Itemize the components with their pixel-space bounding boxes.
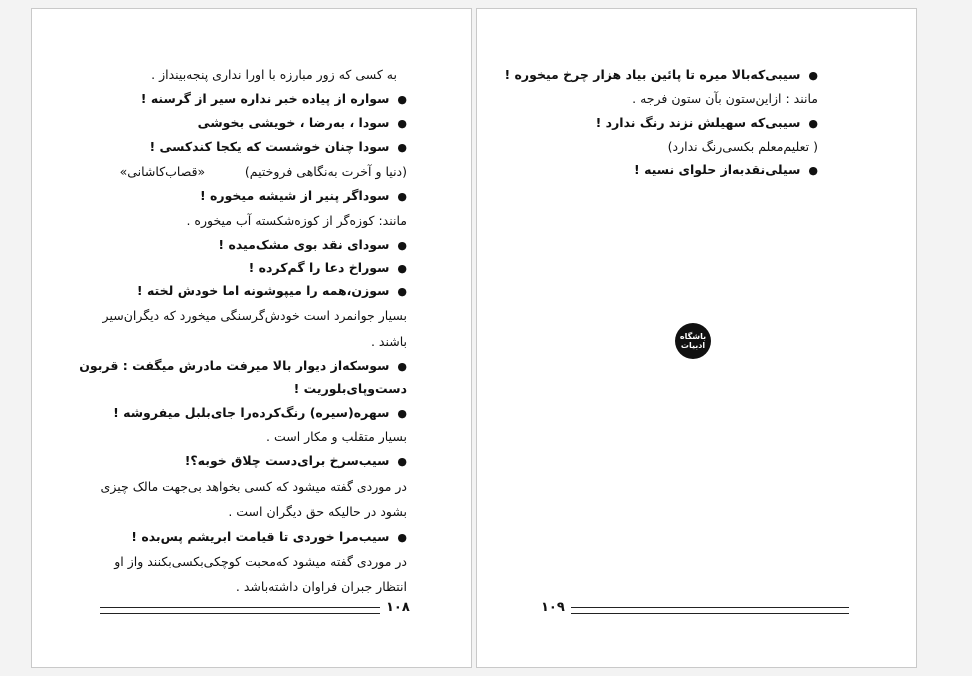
seal-text: باشگاه: [679, 332, 707, 341]
proverb-line: ● سیبی‌که سهیلش نزند رنگ ندارد !: [596, 114, 818, 133]
proverb-line: ● سوراخ دعا را گم‌کرده !: [249, 259, 407, 278]
proverb-line: ● سواره از پیاده خبر نداره سیر از گرسنه !: [141, 90, 407, 109]
text-line: انتظار جبران فراوان داشته‌باشد .: [235, 579, 407, 594]
proverb-line: ● سیب‌مرا خوردی تا قیامت ابریشم پس‌بده !: [131, 528, 407, 547]
right-page: [476, 8, 917, 668]
proverb-line: ● سودای نقد بوی مشک‌میده !: [218, 236, 407, 255]
proverb-line: ● سودا ، به‌رضا ، خویشی بخوشی: [198, 114, 407, 133]
page-number: ۱۰۸: [386, 600, 410, 615]
proverb-line: ● سیب‌سرخ برای‌دست چلاق خوبه؟!: [185, 452, 407, 471]
proverb-line: ● سیبی‌که‌بالا میره تا پائین بیاد هزار چرخ میخوره !: [504, 66, 818, 85]
text-line: (دنیا و آخرت به‌نگاهی فروختیم) «قصاب‌کاشانی»: [119, 164, 407, 179]
left-page: [31, 8, 472, 668]
proverb-line: ● سوزن،همه را میپوشونه اما خودش لخته !: [137, 282, 407, 301]
text-line: در موردی گفته میشود که کسی بخواهد بی‌جهت مالک چیزی: [100, 479, 407, 494]
proverb-line: ● سیلی‌نقدبه‌از حلوای نسیه !: [634, 161, 818, 180]
text-line: باشند .: [370, 334, 407, 349]
page-number: ۱۰۹: [541, 600, 565, 615]
proverb-line: ● سوداگر پنیر از شیشه میخوره !: [200, 187, 407, 206]
text-line: مانند: کوزه‌گر از کوزه‌شکسته آب میخوره .: [186, 213, 407, 228]
proverb-line: ● سهره(سیره) رنگ‌کرده‌را جای‌بلبل میفروشه !: [113, 404, 407, 423]
footer-rule: [571, 607, 849, 614]
text-line: بسیار متقلب و مکار است .: [266, 429, 407, 444]
proverb-continuation: دست‌و‌پای‌بلوریت !: [293, 381, 407, 396]
text-line: مانند : ازاین‌ستون بآن ستون فرجه .: [632, 91, 818, 106]
proverb-line: ● سودا چنان خوشست که یکجا کندکسی !: [149, 138, 407, 157]
seal-text: ادبیات: [680, 341, 706, 350]
text-line: بسیار جوانمرد است خودش‌گرسنگی میخورد که دیگران‌سیر: [102, 308, 407, 323]
text-line: ( تعلیم‌معلم بکسی‌رنگ ندارد): [667, 139, 818, 154]
text-line: در موردی گفته میشود که‌محبت کوچکی‌بکسی‌بکنند واز او: [114, 554, 407, 569]
text-line: بشود در حالیکه حق دیگران است .: [228, 504, 407, 519]
proverb-line: ● سوسکه‌از دیوار بالا میرفت مادرش میگفت : قربون: [79, 357, 407, 376]
logo-seal: [675, 323, 711, 359]
text-line: به کسی که زور مبارزه با اورا نداری پنجه‌بینداز .: [151, 67, 397, 82]
footer-rule: [100, 607, 380, 614]
